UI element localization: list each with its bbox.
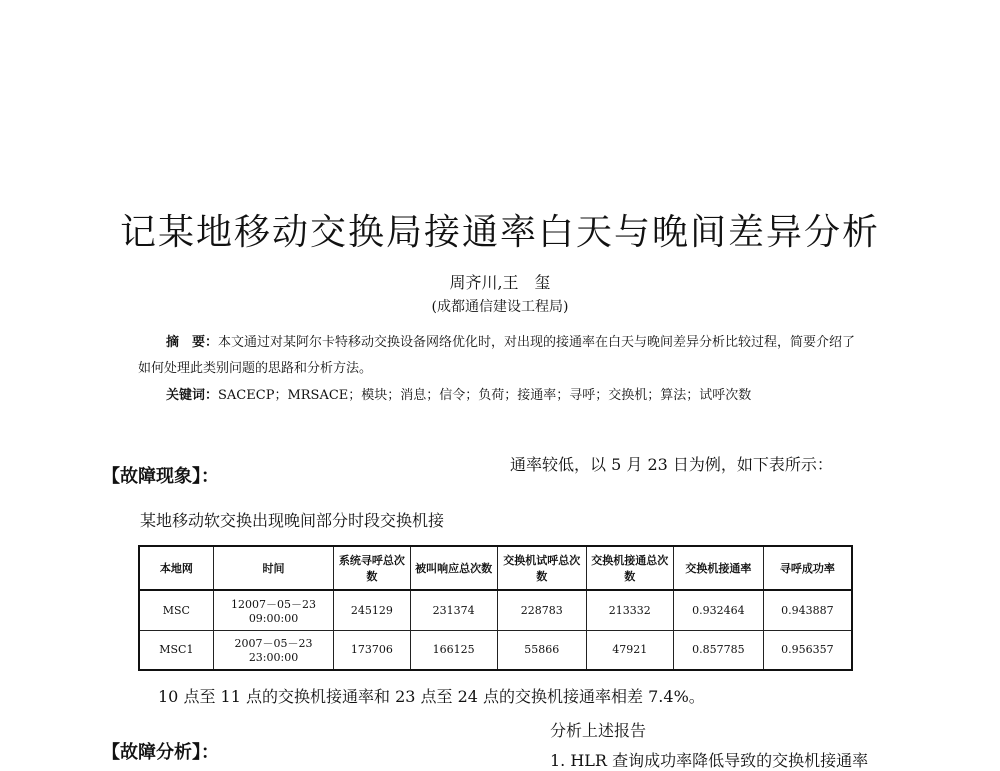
paragraph-right-2: 分析上述报告 bbox=[550, 721, 647, 740]
table-cell: MSC bbox=[139, 590, 213, 630]
table-cell: 166125 bbox=[410, 630, 497, 670]
table-header-cell: 交换机试呼总次数 bbox=[497, 546, 586, 590]
abstract bbox=[138, 330, 860, 382]
paragraph-result: 10 点至 11 点的交换机接通率和 23 点至 24 点的交换机接通率相差 7.4%。 bbox=[158, 687, 705, 706]
table-cell: 173706 bbox=[334, 630, 410, 670]
paragraph-left-1: 某地移动软交换出现晚间部分时段交换机接 bbox=[140, 511, 445, 530]
table-cell: MSC1 bbox=[139, 630, 213, 670]
keywords-text: SACECP；MRSACE；模块；消息；信令；负荷；接通率；寻呼；交换机；算法；试呼次数 bbox=[218, 388, 752, 403]
table-row bbox=[139, 590, 852, 630]
affiliation: (成都通信建设工程局) bbox=[431, 299, 569, 315]
table-cell: 55866 bbox=[497, 630, 586, 670]
paragraph-right-3: 1. HLR 查询成功率降低导致的交换机接通率 bbox=[550, 751, 869, 770]
table-header-cell: 时间 bbox=[213, 546, 334, 590]
statistics-table bbox=[138, 545, 853, 671]
table-cell: 228783 bbox=[497, 590, 586, 630]
table-cell: 2007－05－23 23:00:00 bbox=[213, 630, 334, 670]
table-cell: 0.857785 bbox=[673, 630, 763, 670]
keywords bbox=[166, 384, 751, 403]
table-header-cell: 交换机接通率 bbox=[673, 546, 763, 590]
table-cell: 12007－05－23 09:00:00 bbox=[213, 590, 334, 630]
section-heading-fault-analysis: 【故障分析】： bbox=[102, 742, 219, 763]
table-cell: 0.932464 bbox=[673, 590, 763, 630]
abstract-text: 本文通过对某阿尔卡特移动交换设备网络优化时，对出现的接通率在白天与晚间差异分析比较过程，简要介绍了如何处理此类别问题的思路和分析方法。 bbox=[138, 335, 856, 376]
table-cell: 213332 bbox=[586, 590, 673, 630]
table-cell: 0.956357 bbox=[763, 630, 852, 670]
table-header-cell: 系统寻呼总次数 bbox=[334, 546, 410, 590]
table-header-cell: 被叫响应总次数 bbox=[410, 546, 497, 590]
table-header-cell: 寻呼成功率 bbox=[763, 546, 852, 590]
table-header-cell: 交换机接通总次数 bbox=[586, 546, 673, 590]
table-cell: 0.943887 bbox=[763, 590, 852, 630]
keywords-label: 关键词： bbox=[166, 388, 219, 403]
table-header-cell: 本地网 bbox=[139, 546, 213, 590]
paper-title: 记某地移动交换局接通率白天与晚间差异分析 bbox=[119, 212, 880, 253]
section-heading-fault-phenomenon: 【故障现象】： bbox=[102, 466, 219, 487]
table-cell: 245129 bbox=[334, 590, 410, 630]
paragraph-right-1: 通率较低，以 5 月 23 日为例，如下表所示： bbox=[510, 455, 833, 474]
table-cell: 231374 bbox=[410, 590, 497, 630]
abstract-label: 摘 要： bbox=[166, 335, 219, 350]
table-cell: 47921 bbox=[586, 630, 673, 670]
table-row bbox=[139, 630, 852, 670]
authors: 周齐川,王 玺 bbox=[449, 273, 551, 292]
